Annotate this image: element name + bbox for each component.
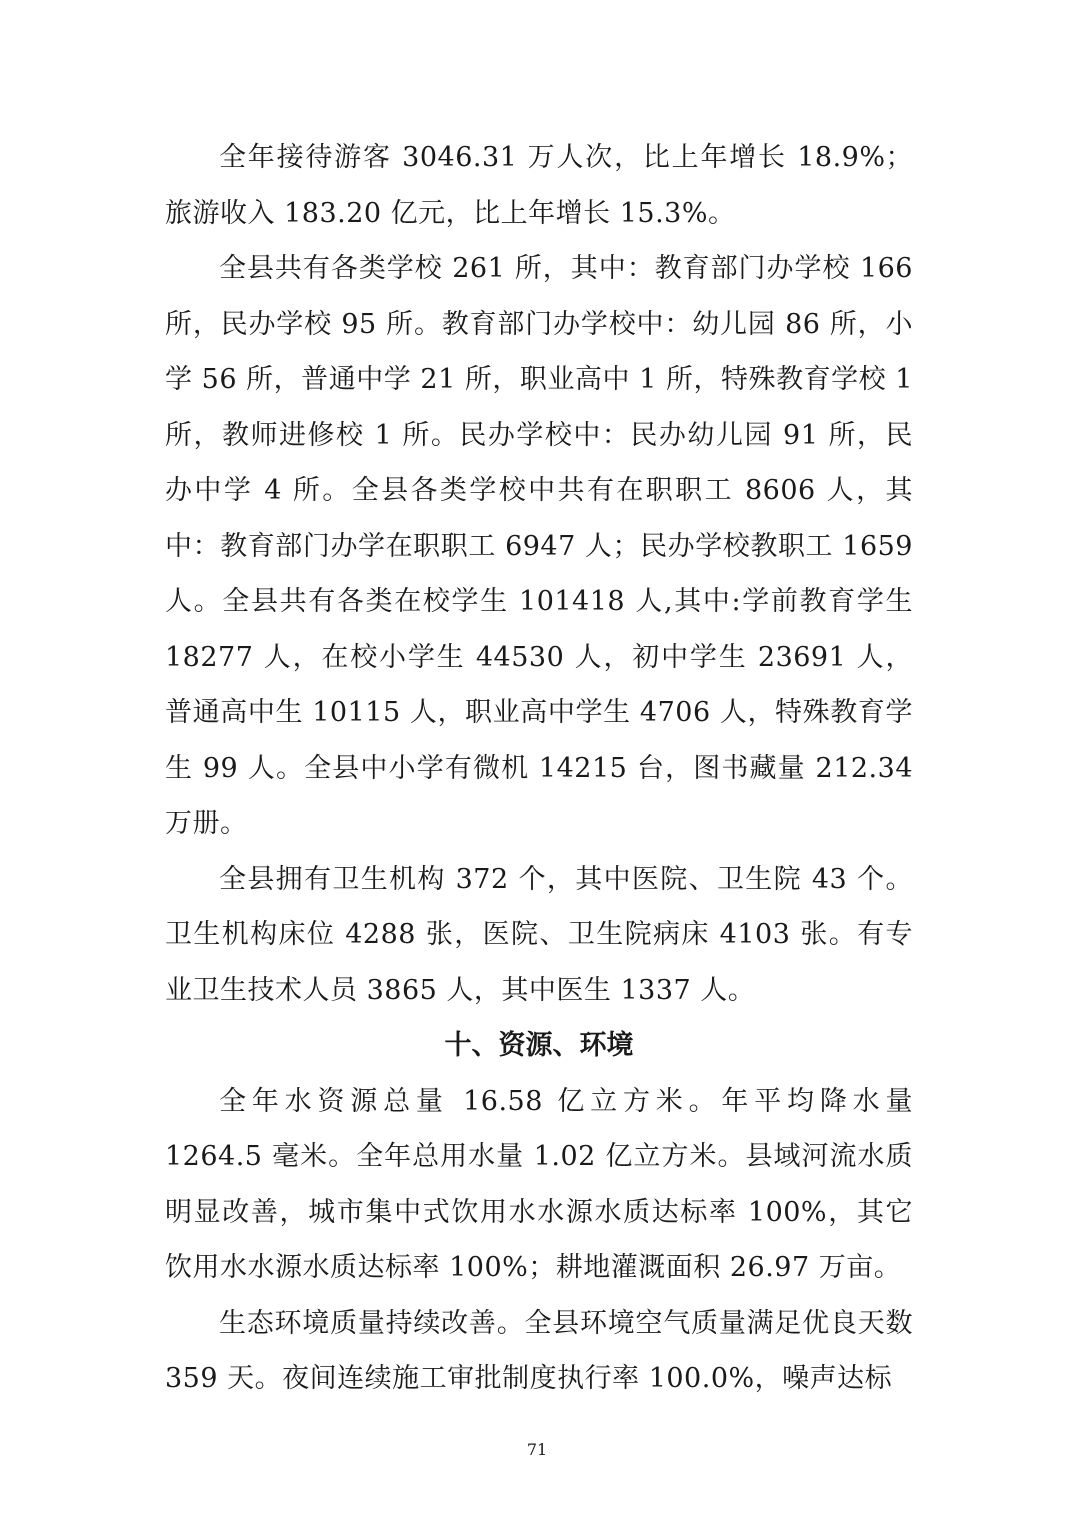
paragraph-health: 全县拥有卫生机构 372 个，其中医院、卫生院 43 个。卫生机构床位 4288 张，医院、卫生院病床 4103 张。有专业卫生技术人员 3865 人，其中医生 1337 人。 [165,863,913,1006]
paragraph-tourism: 全年接待游客 3046.31 万人次，比上年增长 18.9%；旅游收入 183.20 亿元，比上年增长 15.3%。 [165,142,913,229]
document-page [165,130,913,1407]
page-number: 71 [526,1440,548,1459]
paragraph-water-resources: 全年水资源总量 16.58 亿立方米。年平均降水量 1264.5 毫米。全年总用水量 1.02 亿立方米。县域河流水质明显改善，城市集中式饮用水水源水质达标率 100%，其它饮用水水源水质达标率 100%；耕地灌溉面积 26.97 万亩。 [165,1085,913,1283]
paragraph-education: 全县共有各类学校 261 所，其中：教育部门办学校 166 所，民办学校 95 所。教育部门办学校中：幼儿园 86 所，小学 56 所，普通中学 21 所，职业高中 1 所，特殊教育学校 1 所，教师进修校 1 所。民办学校中：民办幼儿园 91 所，民办中学 4 所。全县各类学校中共有在职职工 8606 人，其中：教育部门办学在职职工 6947 人；民办学校教职工 1659 人。全县共有各类在校学生 101418 人,其中:学前教育学生 18277 人，在校小学生 44530 人，初中学生 23691 人，普通高中生 10115 人，职业高中学生 4706 人，特殊教育学生 99 人。全县中小学有微机 14215 台，图书藏量 212.34 万册。 [165,253,913,839]
paragraph-environment: 生态环境质量持续改善。全县环境空气质量满足优良天数 359 天。夜间连续施工审批制度执行率 100.0%，噪声达标 [165,1307,913,1394]
section-heading: 十、资源、环境 [444,1030,634,1061]
